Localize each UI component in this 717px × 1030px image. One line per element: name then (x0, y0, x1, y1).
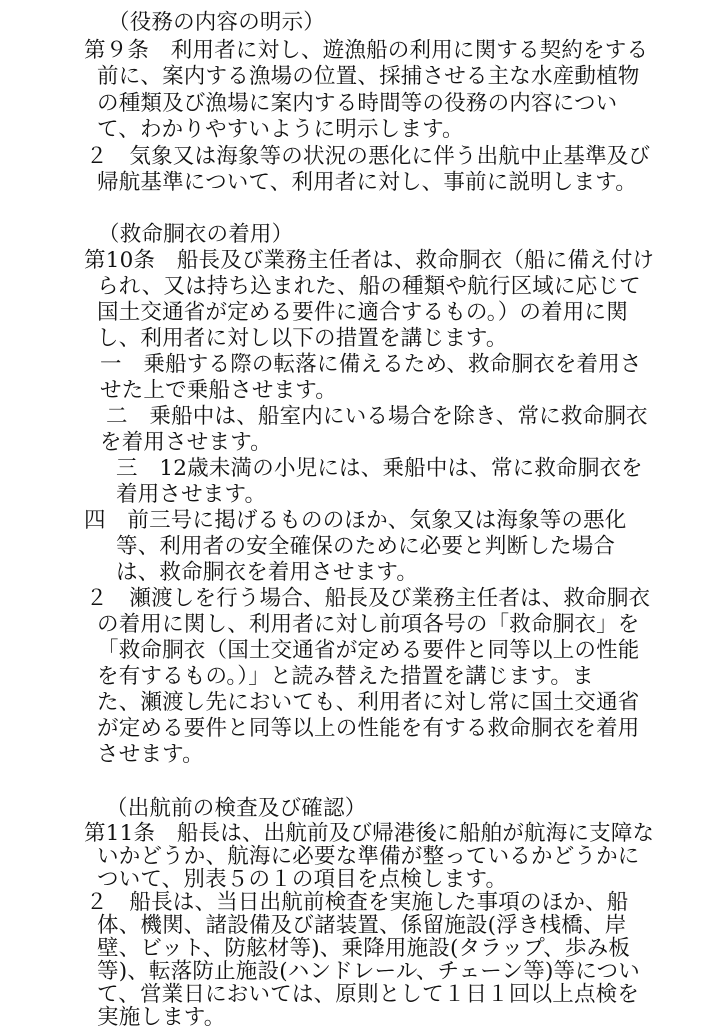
article10-line: 三 12歳未満の小児には、乗船中は、常に救命胴衣を (116, 456, 643, 481)
article10-line: 第10条 船長及び業務主任者は、救命胴衣（船に備え付け (84, 248, 655, 273)
article10-line: を着用させます。 (100, 430, 272, 455)
article10-line: 「救命胴衣（国土交通省が定める要件と同等以上の性能 (97, 638, 640, 663)
article11-line: いかどうか、航海に必要な準備が整っているかどうかに (97, 844, 640, 869)
article10-line: 等、利用者の安全確保のために必要と判断した場合 (116, 534, 616, 559)
article11-line: 第11条 船長は、出航前及び帰港後に船舶が航海に支障な (84, 821, 655, 846)
article10-line: 着用させます。 (116, 482, 267, 507)
article11-line: 等)、転落防止施設(ハンドレール、チェーン等)等につい (97, 959, 640, 984)
article10-line: せた上で乗船させます。 (100, 378, 337, 403)
article11-line: 壁、ビット、防舷材等)、乗降用施設(タラップ、歩み板 (97, 936, 631, 961)
article11-line: ついて、別表５の１の項目を点検します。 (97, 867, 508, 892)
article11-line: ２ 船長は、当日出航前検査を実施した事項のほか、船 (86, 890, 629, 915)
article10-line: 二 乗船中は、船室内にいる場合を除き、常に救命胴衣 (106, 404, 648, 429)
article9-line: の種類及び漁場に案内する時間等の役務の内容につい (97, 91, 618, 116)
article10-line: た、瀬渡し先においても、利用者に対し常に国土交通省 (97, 690, 640, 715)
article9-line: 前に、案内する漁場の位置、採捕させる主な水産動植物 (97, 64, 640, 89)
article9-line: 第９条 利用者に対し、遊漁船の利用に関する契約をする (84, 38, 649, 63)
article10-line: させます。 (97, 742, 204, 767)
article9-line: て、わかりやすいように明示します。 (97, 117, 464, 142)
article10-line: し、利用者に対し以下の措置を講じます。 (97, 326, 508, 351)
article10-line: が定める要件と同等以上の性能を有する救命胴衣を着用 (97, 716, 640, 741)
article10-line: の着用に関し、利用者に対し前項各号の「救命胴衣」を (97, 612, 640, 637)
article9-line: ２ 気象又は海象等の状況の悪化に伴う出航中止基準及び (86, 144, 651, 169)
article11-line: て、営業日においては、原則として１日１回以上点検を (97, 982, 640, 1007)
article10-line: 一 乗船する際の転落に備えるため、救命胴衣を着用さ (100, 352, 642, 377)
article10-heading: （救命胴衣の着用） (98, 222, 294, 247)
article10-line: られ、又は持ち込まれた、船の種類や航行区域に応じて (97, 274, 641, 299)
article11-line: 実施します。 (97, 1005, 226, 1030)
article9-line: 帰航基準について、利用者に対し、事前に説明します。 (97, 170, 637, 195)
article10-line: 国土交通省が定める要件に適合するもの。）の着用に関 (97, 300, 628, 325)
article10-line: 四 前三号に掲げるもののほか、気象又は海象等の悪化 (84, 508, 627, 533)
article9-heading: （役務の内容の明示） (108, 10, 326, 35)
article10-line: ２ 瀬渡しを行う場合、船長及び業務主任者は、救命胴衣 (86, 586, 651, 611)
article10-line: を有するもの。）」と読み替えた措置を講じます。ま (97, 664, 594, 689)
article11-heading: （出航前の検査及び確認） (106, 796, 367, 821)
article10-line: は、救命胴衣を着用させます。 (116, 560, 419, 585)
article11-line: 体、機関、諸設備及び諸装置、係留施設(浮き桟橋、岸 (97, 913, 627, 938)
